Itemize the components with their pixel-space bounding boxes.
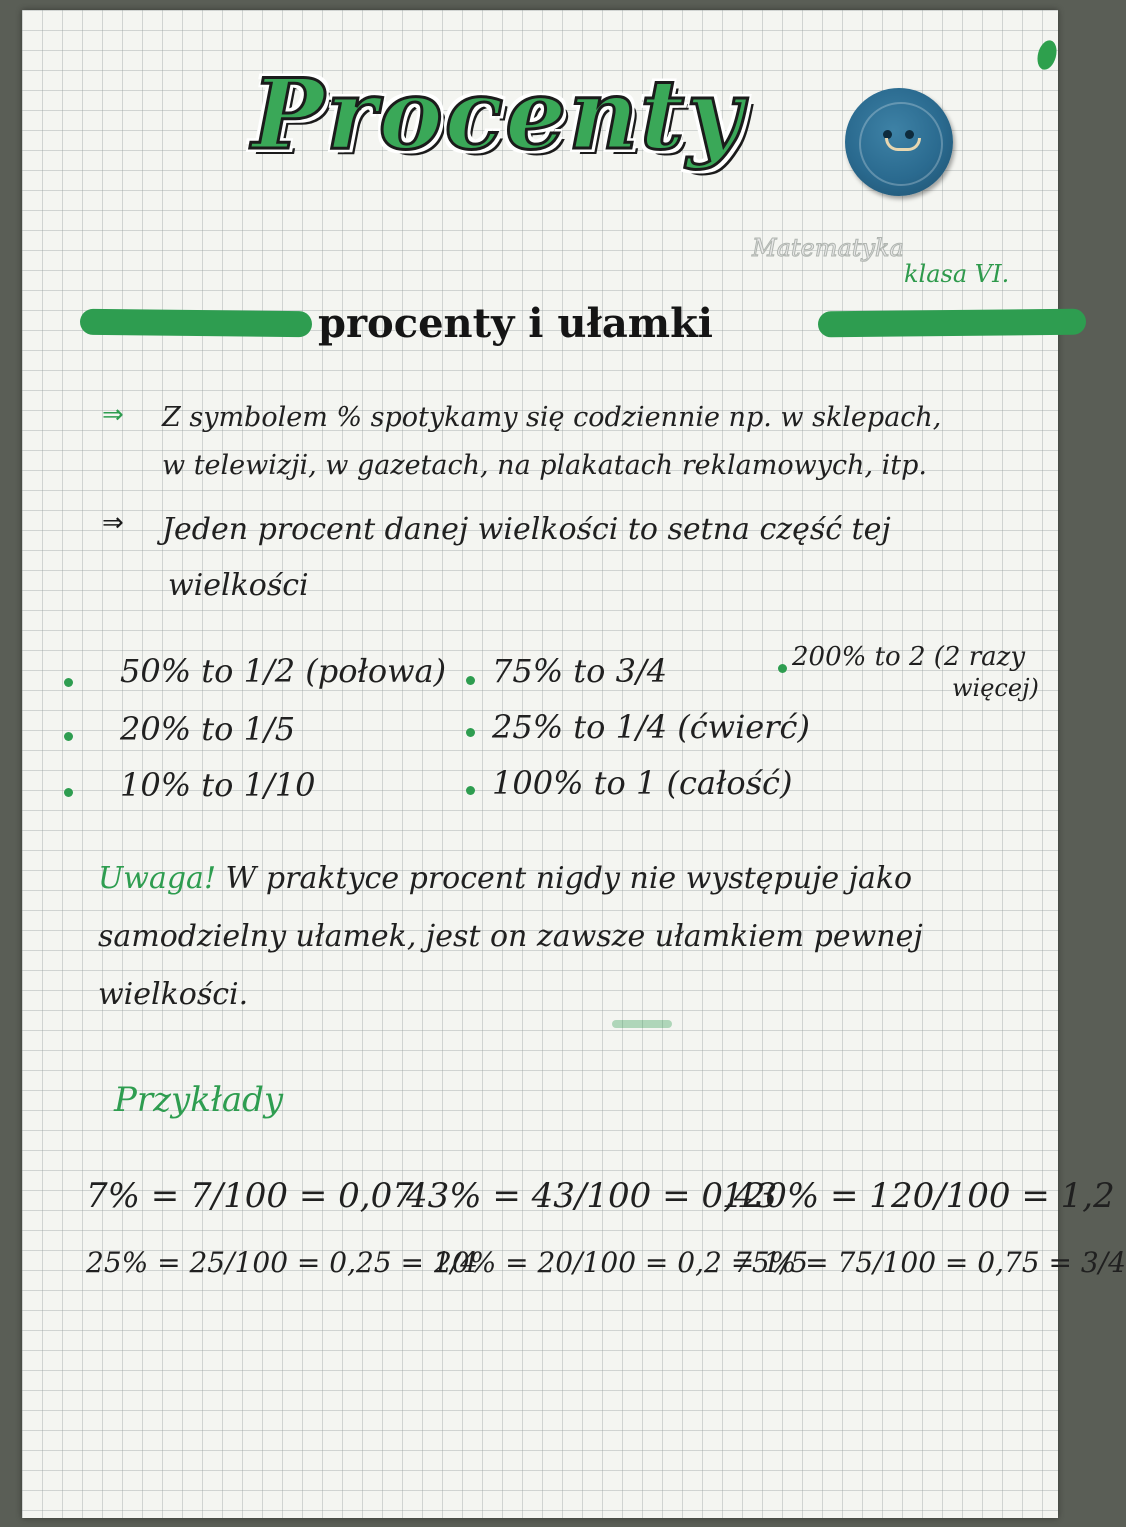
definition-line: Jeden procent danej wielkości to setna część tej bbox=[162, 512, 891, 547]
definition-line: wielkości bbox=[168, 568, 309, 603]
section-title: procenty i ułamki bbox=[318, 300, 713, 347]
note-label: Uwaga! bbox=[98, 861, 216, 896]
fact-item: więcej) bbox=[952, 674, 1039, 702]
title-banner bbox=[212, 40, 852, 190]
grade-label: klasa VI. bbox=[904, 260, 1010, 288]
example-item: 25% = 25/100 = 0,25 = 1/4 bbox=[86, 1246, 478, 1279]
fact-item: 100% to 1 (całość) bbox=[492, 764, 793, 802]
subject-label: Matematyka bbox=[752, 234, 904, 262]
note-line: samodzielny ułamek, jest on zawsze ułamkiem pewnej bbox=[98, 919, 923, 954]
arrow-right-icon: ⇒ bbox=[102, 508, 124, 538]
intro-paragraph bbox=[162, 394, 941, 490]
example-item: 20% = 20/100 = 0,2 = 1/5 bbox=[434, 1246, 809, 1279]
bullet-icon bbox=[64, 678, 73, 687]
intro-line: Z symbolem % spotykamy się codziennie np. w sklepach, bbox=[162, 402, 942, 433]
intro-line: w telewizji, w gazetach, na plakatach reklamowych, itp. bbox=[162, 450, 927, 481]
examples-title: Przykłady bbox=[114, 1080, 284, 1120]
fact-item: 20% to 1/5 bbox=[120, 710, 296, 748]
example-item: 120% = 120/100 = 1,2 bbox=[722, 1176, 1115, 1216]
note-line: wielkości. bbox=[98, 977, 249, 1012]
page-title: Procenty bbox=[252, 58, 745, 171]
bullet-icon bbox=[64, 788, 73, 797]
note-paragraph bbox=[98, 850, 923, 1024]
sewing-button-icon bbox=[845, 88, 953, 196]
definition-paragraph bbox=[162, 502, 891, 614]
note-text: W praktyce procent nigdy nie występuje jako bbox=[216, 861, 913, 896]
arrow-right-icon: ⇒ bbox=[102, 400, 124, 430]
note-line bbox=[98, 850, 923, 908]
example-item: 43% = 43/100 = 0,43 bbox=[406, 1176, 778, 1216]
example-item: 75% = 75/100 = 0,75 = 3/4 bbox=[734, 1246, 1126, 1279]
fact-item: 50% to 1/2 (połowa) bbox=[120, 652, 447, 690]
example-item: 7% = 7/100 = 0,07 bbox=[86, 1176, 414, 1216]
fact-item: 25% to 1/4 (ćwierć) bbox=[492, 708, 810, 746]
section-band-left bbox=[80, 309, 312, 337]
bullet-icon bbox=[778, 664, 787, 673]
notebook-page bbox=[22, 10, 1126, 1518]
section-band-right bbox=[818, 309, 1086, 338]
fact-item: 200% to 2 (2 razy bbox=[792, 642, 1026, 672]
fact-item: 75% to 3/4 bbox=[492, 652, 668, 690]
ink-smudge bbox=[612, 1020, 672, 1028]
bullet-icon bbox=[64, 732, 73, 741]
ink-drop-icon bbox=[1034, 38, 1059, 72]
fact-item: 10% to 1/10 bbox=[120, 766, 316, 804]
bullet-icon bbox=[466, 786, 475, 795]
bullet-icon bbox=[466, 676, 475, 685]
bullet-icon bbox=[466, 728, 475, 737]
